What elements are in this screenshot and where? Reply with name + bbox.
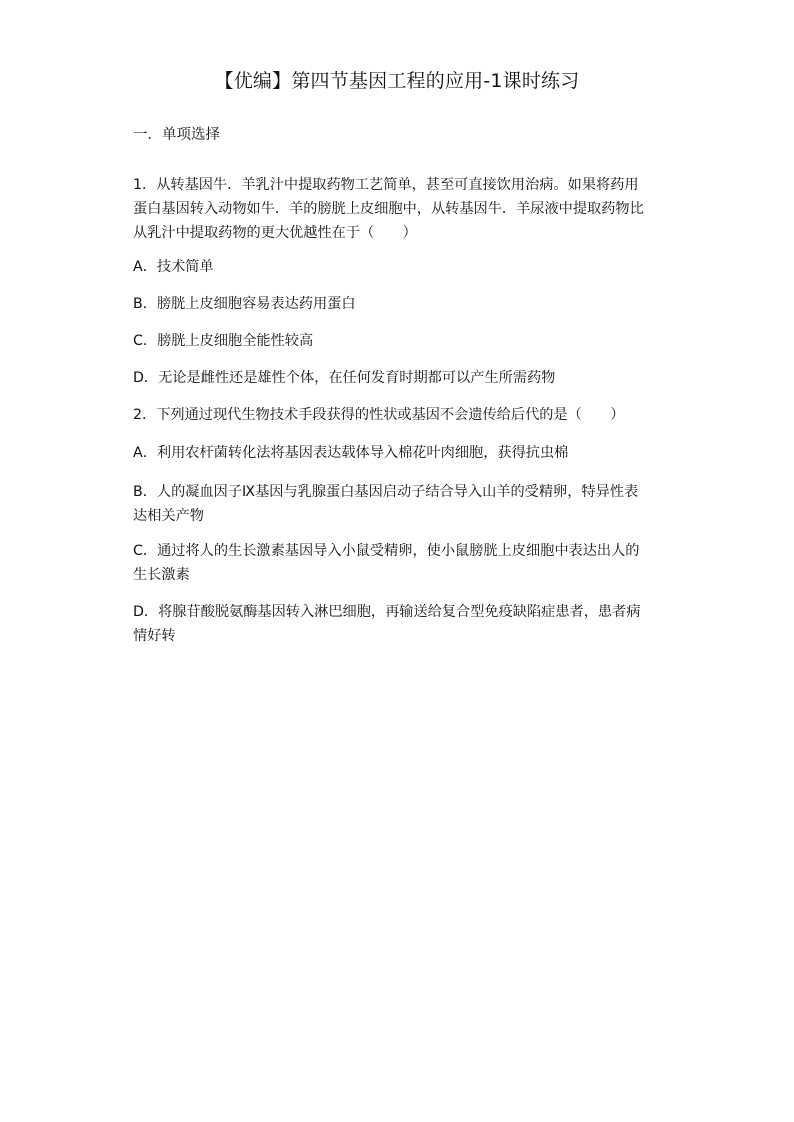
option-text: C．膀胱上皮细胞全能性较高 bbox=[133, 333, 314, 349]
option-text: 生长激素 bbox=[133, 567, 190, 583]
option-text: A．技术简单 bbox=[133, 259, 214, 275]
option-text: B．人的凝血因子Ⅸ基因与乳腺蛋白基因启动子结合导入山羊的受精卵，特异性表 bbox=[133, 484, 639, 500]
option-text: 达相关产物 bbox=[133, 508, 204, 524]
question-1-option-c bbox=[133, 329, 668, 353]
question-1-stem bbox=[133, 173, 668, 245]
option-text: D．无论是雌性还是雄性个体，在任何发育时期都可以产生所需药物 bbox=[133, 370, 556, 386]
option-text: 情好转 bbox=[133, 628, 176, 644]
question-1-line: 1．从转基因牛．羊乳汁中提取药物工艺简单，甚至可直接饮用治病。如果将药用 bbox=[133, 177, 639, 193]
question-2-option-c bbox=[133, 539, 668, 587]
option-text: B．膀胱上皮细胞容易表达药用蛋白 bbox=[133, 296, 356, 312]
question-2-line: 2．下列通过现代生物技术手段获得的性状或基因不会遗传给后代的是（ ） bbox=[133, 407, 625, 423]
question-1-option-a bbox=[133, 255, 668, 279]
option-text: D．将腺苷酸脱氨酶基因转入淋巴细胞，再输送给复合型免疫缺陷症患者，患者病 bbox=[133, 604, 641, 620]
question-2-option-a bbox=[133, 441, 668, 465]
question-1-line: 蛋白基因转入动物如牛．羊的膀胱上皮细胞中，从转基因牛．羊尿液中提取药物比 bbox=[133, 201, 644, 217]
section-heading: 一．单项选择 bbox=[133, 127, 220, 143]
document-title: 【优编】第四节基因工程的应用-1课时练习 bbox=[214, 70, 580, 92]
question-1-option-b bbox=[133, 292, 668, 316]
question-2-option-b bbox=[133, 480, 668, 528]
question-1-option-d bbox=[133, 366, 668, 390]
question-1-line: 从乳汁中提取药物的更大优越性在于（ ） bbox=[133, 225, 417, 241]
question-2-option-d bbox=[133, 600, 668, 648]
question-2-stem bbox=[133, 403, 668, 427]
option-text: A．利用农杆菌转化法将基因表达载体导入棉花叶肉细胞，获得抗虫棉 bbox=[133, 445, 569, 461]
option-text: C．通过将人的生长激素基因导入小鼠受精卵，使小鼠膀胱上皮细胞中表达出人的 bbox=[133, 543, 640, 559]
